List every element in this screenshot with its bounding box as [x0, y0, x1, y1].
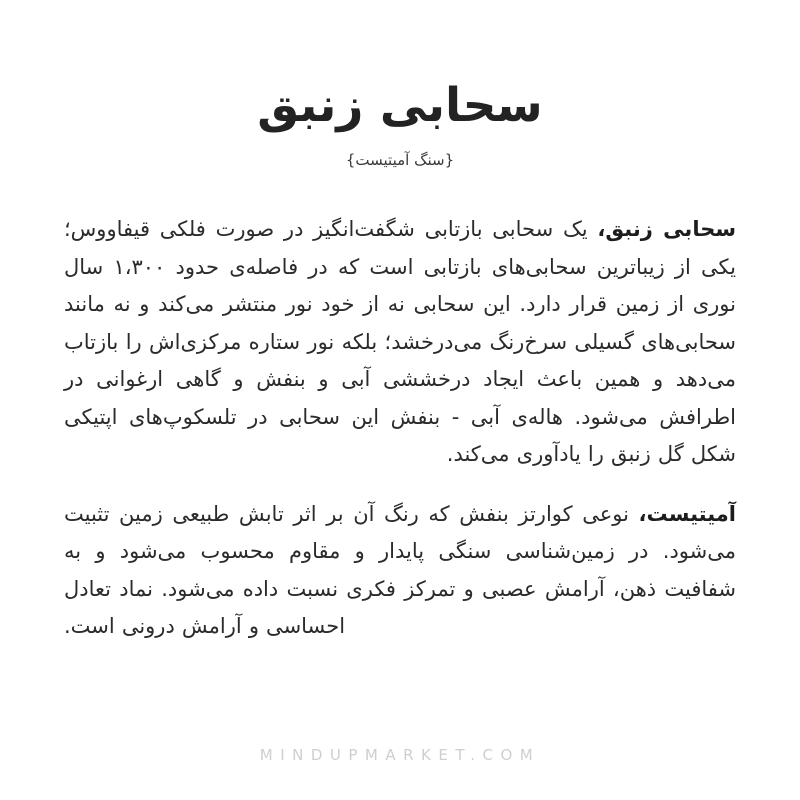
paragraph-text: نوعی کوارتز بنفش که رنگ آن بر اثر تابش طبیعی زمین تثبیت می‌شود. در زمین‌شناسی سنگی پایدار و مقاوم محسوب می‌شود و به شفافیت ذهن، آرامش عصبی و تمرکز فکری نسبت داده می‌شود. نماد تعادل احساسی و آرامش درونی است.	[64, 501, 736, 639]
paragraph-text: یک سحابی بازتابی شگفت‌انگیز در صورت فلکی قیفاووس؛ یکی از زیباترین سحابی‌های بازتابی است که در فاصله‌ی حدود ۱،۳۰۰ سال نوری از زمین قرار دارد. این سحابی نه از خود نور منتشر می‌کند و نه مانند سحابی‌های گسیلی سرخ‌رنگ می‌درخشد؛ بلکه نور ستاره مرکزی‌اش را بازتاب می‌دهد و همین باعث ایجاد درخششی آبی و بنفش و گاهی ارغوانی در اطرافش می‌شود. هاله‌ی آبی - بنفش این سحابی در تلسکوپ‌های اپتیکی شکل گل زنبق را یادآوری می‌کند.	[64, 217, 736, 467]
paragraph-lead-term: سحابی زنبق،	[597, 217, 736, 242]
document-header	[0, 0, 800, 169]
paragraph-nebula	[64, 211, 736, 474]
page-subtitle: {سنگ آمیتیست}	[345, 151, 455, 170]
site-watermark: MINDUPMARKET.COM	[259, 746, 541, 764]
document-body	[64, 169, 736, 646]
page-title: سحابی زنبق	[257, 78, 543, 133]
document-footer	[0, 745, 800, 764]
paragraph-lead-term: آمیتیست،	[638, 501, 736, 526]
paragraph-amethyst	[64, 496, 736, 646]
